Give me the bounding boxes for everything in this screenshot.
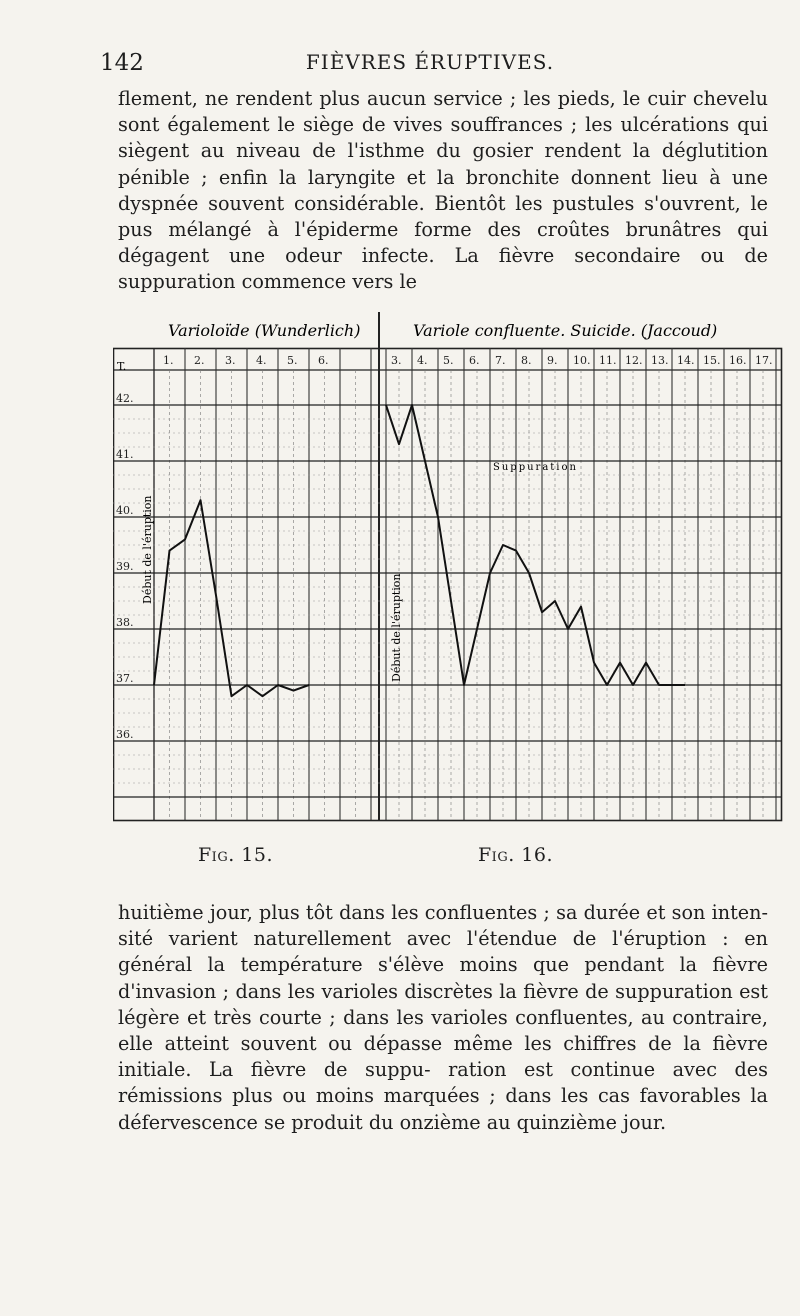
y-tick-label: 36. [116,728,134,741]
fig15-title: Varioloïde (Wunderlich) [168,321,361,340]
y-tick-label: 38. [116,616,134,629]
y-tick-label: 42. [116,392,134,405]
fig15-day-label: 4. [256,354,267,367]
corner-label: T. [117,360,127,373]
page-number: 142 [100,50,144,76]
y-tick-label: 41. [116,448,134,461]
fig15-day-label: 1. [163,354,174,367]
fig16-title: Variole confluente. Suicide. (Jaccoud) [413,321,718,340]
temperature-charts-figure [113,312,793,832]
fig16-day-label: 11. [599,354,617,367]
fig16-day-label: 17. [755,354,773,367]
chart-grid [113,312,782,821]
fig16-annotation-top: Suppuration [493,462,578,473]
y-tick-label: 37. [116,672,134,685]
fig16-day-label: 12. [625,354,643,367]
paragraph-bottom: huitième jour, plus tôt dans les confluentes ; sa durée et son inten- sité varient naturellement avec l'étendue de l'éruption : en général la température s'élève moins que pendant la fièvre d'invasion ; dans les varioles discrètes la fièvre de suppuration est légère et très courte ; dans les varioles confluentes, au contraire, elle atteint souvent ou dépasse même les chiffres de la fièvre initiale. La fièvre de suppu- ration est continue avec des rémissions plus ou moins marquées ; dans les cas favorables la défervescence se produit du onzième au quinzième jour. [118,901,768,1134]
fig16-day-label: 6. [469,354,480,367]
page-header [100,50,760,90]
fig16-day-label: 4. [417,354,428,367]
fig15-day-label: 3. [225,354,236,367]
fig15-annotation: Début de l'éruption [141,495,154,604]
fig16-day-label: 13. [651,354,669,367]
fig16-day-label: 5. [443,354,454,367]
y-tick-label: 39. [116,560,134,573]
fig16-day-label: 7. [495,354,506,367]
fig16-day-label: 3. [391,354,402,367]
fig16-annotation-vertical: Début de l'éruption [390,573,403,682]
fig16-day-label: 15. [703,354,721,367]
figure-captions [100,844,740,874]
fig16-day-label: 16. [729,354,747,367]
temperature-charts-svg [113,312,793,832]
running-head: FIÈVRES ÉRUPTIVES. [305,50,555,74]
fig16-day-label: 10. [573,354,591,367]
fig16-temperature-curve [386,405,685,685]
fig15-day-label: 2. [194,354,205,367]
fig15-caption: Fig. 15. [198,844,273,866]
y-tick-label: 40. [116,504,134,517]
fig16-day-label: 8. [521,354,532,367]
fig15-day-label: 5. [287,354,298,367]
paragraph-top: flement, ne rendent plus aucun service ; les pieds, le cuir chevelu sont également le siège de vives souffrances ; les ulcérations qui siègent au niveau de l'isthme du gosier rendent la déglutition pénible ; enfin la laryngite et la bronchite donnent lieu à une dyspnée souvent considérable. Bientôt les pustules s'ouvrent, le pus mélangé à l'épiderme forme des croûtes brunâtres qui dégagent une odeur infecte. La fièvre secondaire ou de suppuration commence vers le [118,87,768,294]
fig16-day-label: 14. [677,354,695,367]
fig15-day-label: 6. [318,354,329,367]
fig16-caption: Fig. 16. [478,844,553,866]
fig16-day-label: 9. [547,354,558,367]
